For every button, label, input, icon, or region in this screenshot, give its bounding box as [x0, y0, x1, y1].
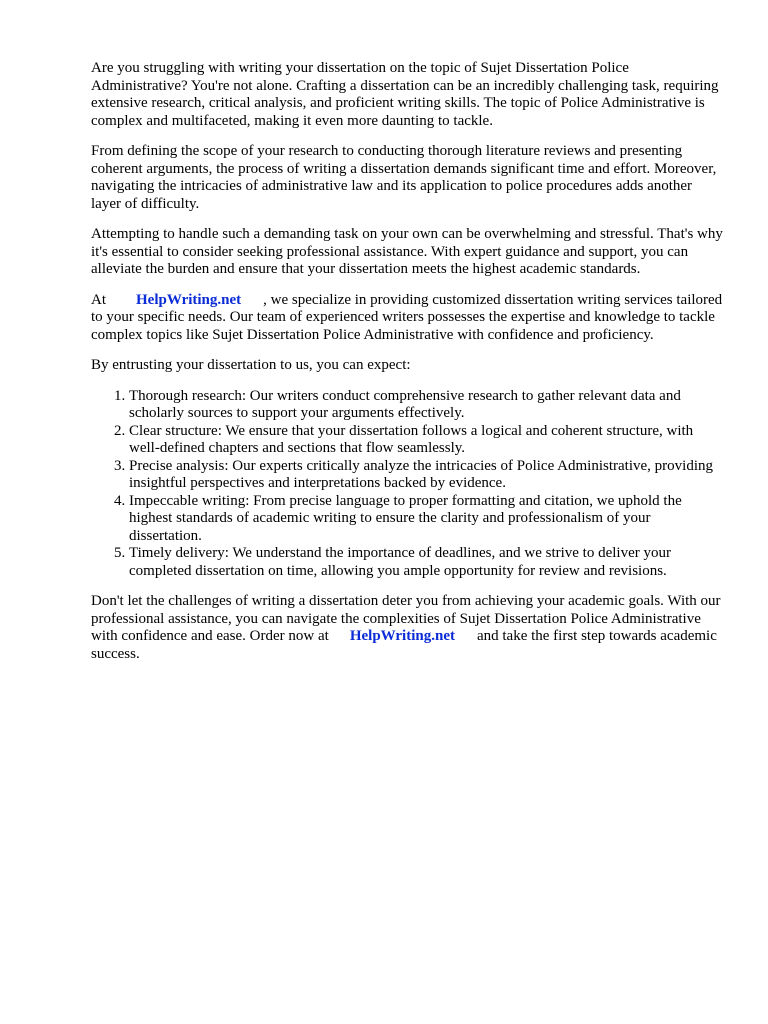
document-page [91, 60, 723, 676]
scope-paragraph: From defining the scope of your research to conducting thorough literature reviews and presenting coherent arguments, the process of writing a dissertation demands significant time and effort. Moreover, navigating the intricacies of administrative law and its application to police procedures adds another layer of difficulty. [91, 143, 717, 212]
closing-prefix: Don't let the challenges of writing a dissertation deter you from achieving your academic goals. With our professional assistance, you can navigate the complexities of Sujet Dissertation Police Administrative with confidence and ease. Order now at [91, 593, 721, 644]
helpwriting-link[interactable]: HelpWriting.net [136, 291, 242, 308]
expect-paragraph: By entrusting your dissertation to us, you can expect: [91, 357, 411, 373]
service-suffix: , we specialize in providing customized dissertation writing services tailored to your specific needs. Our team of experienced writers possesses the expertise and knowledge to tackle complex topics like Sujet Dissertation Police Administrative with confidence and proficiency. [91, 291, 723, 343]
service-paragraph [91, 292, 723, 345]
helpwriting-link-closing[interactable]: HelpWriting.net [349, 628, 455, 644]
closing-paragraph [91, 593, 723, 663]
service-prefix: At [91, 291, 106, 308]
intro-paragraph: Are you struggling with writing your dissertation on the topic of Sujet Dissertation Police Administrative? You're not alone. Crafting a dissertation can be an incredibly challenging task, requiring extensive research, critical analysis, and proficient writing skills. The topic of Police Administrative is complex and multifaceted, making it even more daunting to tackle. [91, 60, 719, 129]
benefit-item-writing: 4. Impeccable writing: From precise language to proper formatting and citation, we uphold the highest standards of academic writing to ensure the clarity and professionalism of your dissertation. [129, 493, 723, 546]
benefit-item-structure: 2. Clear structure: We ensure that your dissertation follows a logical and coherent structure, with well-defined chapters and sections that flow seamlessly. [129, 423, 723, 458]
benefit-item-analysis: 3. Precise analysis: Our experts critically analyze the intricacies of Police Administrative, providing insightful perspectives and interpretations backed by evidence. [129, 458, 723, 493]
benefits-list [91, 388, 723, 581]
benefit-item-delivery: 5. Timely delivery: We understand the importance of deadlines, and we strive to deliver your completed dissertation on time, allowing you ample opportunity for review and revisions. [129, 545, 723, 580]
assistance-paragraph: Attempting to handle such a demanding task on your own can be overwhelming and stressful. That's why it's essential to consider seeking professional assistance. With expert guidance and support, you can alleviate the burden and ensure that your dissertation meets the highest academic standards. [91, 226, 723, 277]
benefit-item-research: 1. Thorough research: Our writers conduct comprehensive research to gather relevant data and scholarly sources to support your arguments effectively. [129, 388, 723, 423]
closing-suffix: and take the first step towards academic success. [91, 628, 717, 662]
